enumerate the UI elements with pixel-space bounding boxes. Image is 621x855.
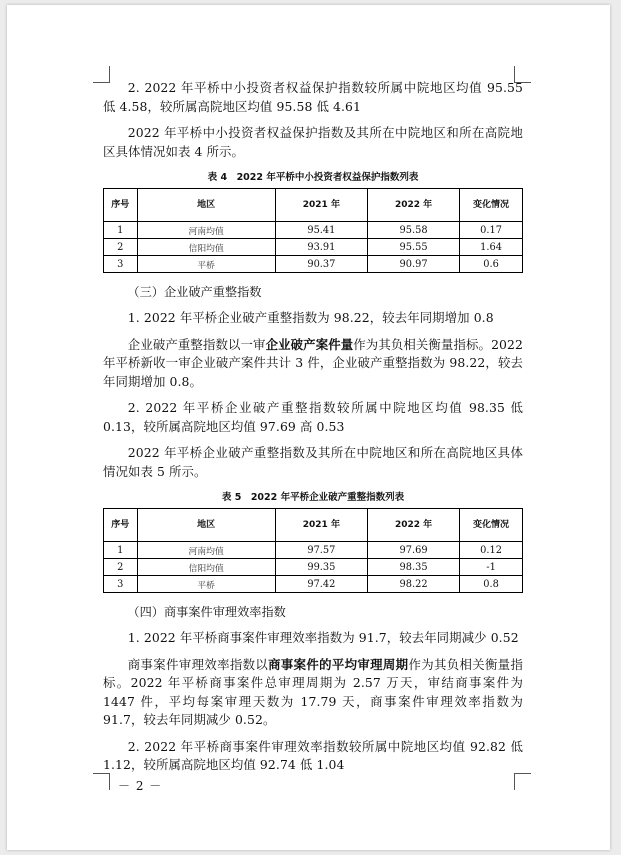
paragraph-efficiency-comparison: 2. 2022 年平桥商事案件审理效率指数较所属中院地区均值 92.82 低 1.12，较所属高院地区均值 92.74 低 1.04 xyxy=(103,738,523,772)
cell-2022: 97.69 xyxy=(367,542,459,559)
paragraph-bankruptcy-comparison: 2. 2022 年平桥企业破产重整指数较所属中院地区均值 98.35 低 0.13，较所属高院地区均值 97.69 高 0.53 xyxy=(103,400,523,434)
cell-change: 0.12 xyxy=(460,542,523,559)
cell-2022: 98.35 xyxy=(367,559,459,576)
text-run: 商事案件审理效率指数以 xyxy=(127,656,269,672)
cell-2021: 97.42 xyxy=(275,576,367,593)
table-row xyxy=(104,576,523,593)
paragraph-table4-intro: 2022 年平桥中小投资者权益保护指数及其所在中院地区和所在高院地区具体情况如表 4 所示。 xyxy=(103,125,523,159)
col-header-2021: 2021 年 xyxy=(275,509,367,542)
section-heading-bankruptcy: （三）企业破产重整指数 xyxy=(127,285,262,299)
paragraph-investor-comparison: 2. 2022 年平桥中小投资者权益保护指数较所属中院地区均值 95.55 低 4.58，较所属高院地区均值 95.58 低 4.61 xyxy=(103,80,523,114)
cell-seq: 1 xyxy=(104,222,138,239)
paragraph-bankruptcy-definition xyxy=(103,336,523,392)
cell-2022: 95.58 xyxy=(367,222,459,239)
table-row xyxy=(104,222,523,239)
col-header-2022: 2022 年 xyxy=(367,509,459,542)
col-header-change: 变化情况 xyxy=(460,509,523,542)
cell-change: 1.64 xyxy=(460,239,523,256)
cell-region: 信阳均值 xyxy=(137,559,275,576)
col-header-change: 变化情况 xyxy=(460,189,523,222)
cell-2021: 99.35 xyxy=(275,559,367,576)
cell-region: 河南均值 xyxy=(137,222,275,239)
table-header-row xyxy=(104,189,523,222)
col-header-region: 地区 xyxy=(137,509,275,542)
col-header-region: 地区 xyxy=(137,189,275,222)
table-row xyxy=(104,239,523,256)
cell-change: 0.17 xyxy=(460,222,523,239)
table5 xyxy=(103,508,523,593)
cell-region: 河南均值 xyxy=(137,542,275,559)
table4 xyxy=(103,188,523,273)
table-header-row xyxy=(104,509,523,542)
paragraph-efficiency-definition xyxy=(103,656,523,730)
cell-seq: 2 xyxy=(104,559,138,576)
page-content xyxy=(103,79,523,783)
section-heading-commercial-efficiency: （四）商事案件审理效率指数 xyxy=(127,605,286,619)
cell-2021: 90.37 xyxy=(275,256,367,273)
cell-2022: 90.97 xyxy=(367,256,459,273)
cell-2021: 95.41 xyxy=(275,222,367,239)
cell-2021: 93.91 xyxy=(275,239,367,256)
cell-seq: 3 xyxy=(104,256,138,273)
col-header-2022: 2022 年 xyxy=(367,189,459,222)
paragraph-bankruptcy-index: 1. 2022 年平桥企业破产重整指数为 98.22，较去年同期增加 0.8 xyxy=(127,310,494,325)
cell-2021: 97.57 xyxy=(275,542,367,559)
text-run: 企业破产重整指数以一审 xyxy=(127,336,266,352)
text-run: 作为其负相关衡量指标。2022 年平桥商事案件总审理周期为 2.57 万天，审结商事案件为 1447 件，平均每案审理天数为 17.79 天，商事案件审理效率指数为 91.7，较去年同期减少 0.52。 xyxy=(103,656,523,727)
cell-2022: 95.55 xyxy=(367,239,459,256)
table-row xyxy=(104,559,523,576)
col-header-seq: 序号 xyxy=(104,189,138,222)
table-row xyxy=(104,256,523,273)
table5-caption: 表 5 2022 年平桥企业破产重整指数列表 xyxy=(221,492,405,503)
cell-region: 信阳均值 xyxy=(137,239,275,256)
page-number: － 2 － xyxy=(118,779,163,793)
col-header-seq: 序号 xyxy=(104,509,138,542)
cell-seq: 2 xyxy=(104,239,138,256)
cell-change: -1 xyxy=(460,559,523,576)
cell-seq: 3 xyxy=(104,576,138,593)
table4-caption: 表 4 2022 年平桥中小投资者权益保护指数列表 xyxy=(207,172,419,183)
table-row xyxy=(104,542,523,559)
cell-region: 平桥 xyxy=(137,576,275,593)
col-header-2021: 2021 年 xyxy=(275,189,367,222)
cell-change: 0.8 xyxy=(460,576,523,593)
cell-2022: 98.22 xyxy=(367,576,459,593)
cell-change: 0.6 xyxy=(460,256,523,273)
bold-term: 企业破产案件量 xyxy=(265,336,354,352)
paragraph-efficiency-index: 1. 2022 年平桥商事案件审理效率指数为 91.7，较去年同期减少 0.52 xyxy=(127,630,519,645)
cell-region: 平桥 xyxy=(137,256,275,273)
text-run: 作为其负相关衡量指标。2022 年平桥新收一审企业破产案件共计 3 件，企业破产重整指数为 98.22，较去年同期增加 0.8。 xyxy=(103,336,523,389)
paragraph-table5-intro: 2022 年平桥企业破产重整指数及其所在中院地区和所在高院地区具体情况如表 5 所示。 xyxy=(103,445,523,479)
cell-seq: 1 xyxy=(104,542,138,559)
bold-term: 商事案件的平均审理周期 xyxy=(268,656,409,672)
